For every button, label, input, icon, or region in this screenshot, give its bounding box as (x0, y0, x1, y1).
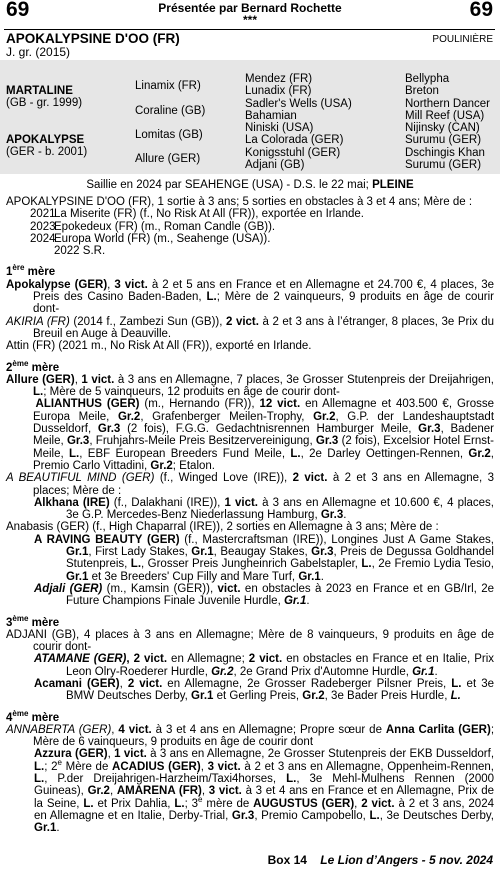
gen3-item: Adjani (GB) (245, 159, 305, 171)
produce-entry: Attin (FR) (2021 m., No Risk At All (FR)), exporté en Irlande. (6, 340, 312, 353)
gen2-dam-sire: Lomitas (GB) (135, 129, 203, 141)
produce-entry: Azzura (GER), 1 vict. à 3 ans en Allemagne, 2e Grosser Stutenpreis der EKB Dusseldorf, L.; 2e Mère de ACADIUS (GER), 3 vict. à 2 et 3 ans en Allemagne, Oppenheim-Rennen, L., P.der Dreijahrigen-Harzheim/Taxi4horses, L., 3e Mehl-Mulhens Rennen (2000 Guineas), Gr.2, AMARENA (FR), 3 vict. à 3 et 4 ans en France et en Allemagne, Prix de la Seine, L. et Prix Dahlia, L.; 3e mère de AUGUSTUS (GER), 2 vict. à 2 et 3 ans, 2024 en Allemagne et en Italie, Derby-Trial, Gr.3, Premio Campobello, L., 3e Deutsches Derby, Gr.1. (34, 748, 495, 835)
gen4-item: Nijinsky (CAN) (405, 122, 480, 134)
section-heading-2: 2ème mère (6, 358, 60, 374)
produce-entry: AKIRIA (FR) (2014 f., Zambezi Sun (GB)), 2 vict. à 2 et 3 ans à l’étranger, 8 places, 3e Prix du Breuil en Auge à Deauville. (6, 315, 495, 340)
gen4-item: Surumu (GER) (405, 134, 482, 146)
presenter-stars: *** (242, 13, 257, 27)
gen4-item: Breton (405, 85, 439, 97)
section-heading-4: 4ème mère (6, 708, 60, 724)
horse-info: J. gr. (2015) (6, 45, 71, 59)
produce-intro: APOKALYPSINE D'OO (FR), 1 sortie à 3 ans; 5 sorties en obstacles à 3 et 4 ans; Mère de : (6, 196, 473, 208)
pedigree-table (0, 60, 500, 174)
gen3-item: Konigsstuhl (GER) (245, 147, 341, 159)
gen2-dam-dam: Allure (GER) (135, 153, 201, 165)
saillie-status: PLEINE (372, 179, 414, 191)
produce-entry: ATAMANE (GER), 2 vict. en Allemagne; 2 vict. en obstacles en France et en Italie, Prix Leon Olry-Roederer Hurdle, Gr.2, 2e Grand Prix d'Automne Hurdle, Gr.1. (34, 653, 494, 678)
gen4-item: Dschingis Khan (405, 147, 485, 159)
lot-number-right: 69 (469, 0, 493, 21)
produce-entry: ALIANTHUS (GER) (m., Hernando (FR)), 12 vict. en Allemagne et 403.500 €, Grosse Europa Meile, Gr.2, Grafenberger Meilen-Trophy, Gr.2, G.P. der Landeshauptstadt Dusseldorf, Gr.3 (2 fois), F.G.G. Gedachtnisrennen Hamburger Meile, Gr.3, Badener Meile, Gr.3, Fruhjahrs-Meile Preis Besitzervereinigung, Gr.3 (2 fois), Excelsior Hotel Ernst-Meile, L., EBF European Breeders Fund Meile, L., 2e Darley Oettingen-Rennen, Gr.2, Premio Carlo Vittadini, Gr.2; Etalon. (33, 398, 495, 472)
saillie-text: Saillie en 2024 par SEAHENGE (USA) - D.S. le 22 mai; (86, 179, 373, 191)
produce-row: 2023Epokedeux (FR) (m., Roman Candle (GB)). (30, 220, 276, 233)
gen3-item: Bahamian (245, 110, 297, 122)
produce-entry: Acamani (GER), 2 vict. en Allemagne, 2e Grosser Radeberger Pilsner Preis, L. et 3e BMW Deutsches Derby, Gr.1 et Gerling Preis, Gr.2, 3e Bader Preis Hurdle, L. (34, 677, 494, 703)
gen4-item: Surumu (GER) (405, 159, 482, 171)
dam-entry: Allure (GER), 1 vict. à 3 ans en Allemagne, 7 places, 3e Grosser Stutenpreis der Dreijahrigen, L.; Mère de 5 vainqueurs, 12 produits en âge de courir dont- (6, 373, 494, 399)
dam-entry: ADJANI (GB), 4 places à 3 ans en Allemagne; Mère de 8 vainqueurs, 9 produits en âge de courir dont- (6, 628, 494, 654)
gen4-item: Mill Reef (USA) (405, 110, 485, 122)
gen3-item: Lunadix (FR) (245, 85, 312, 97)
produce-entry: A BEAUTIFUL MIND (GER) (f., Winged Love (IRE)), 2 vict. à 2 et 3 ans en Allemagne, 3 places; Mère de : (6, 472, 494, 497)
gen2-sire-dam: Coraline (GB) (135, 105, 206, 117)
dam-entry: Apokalypse (GER), 3 vict. à 2 et 5 ans en France et en Allemagne et 24.700 €, 4 places, 3e Preis des Casino Baden-Baden, L.; Mère de 2 vainqueurs, 9 produits en âge de courir dont- (6, 278, 495, 316)
status-label: POULINIÈRE (432, 34, 493, 45)
sire-info: (GB - gr. 1999) (6, 97, 83, 109)
title-rule (4, 29, 495, 30)
section-heading-3: 3ème mère (6, 613, 60, 629)
produce-entry: Anabasis (GER) (f., High Chaparral (IRE)), 2 sorties en Allemagne à 3 ans; Mère de : (6, 521, 439, 534)
gen2-sire-sire: Linamix (FR) (135, 80, 201, 92)
dam-entry: ANNABERTA (GER), 4 vict. à 3 et 4 ans en Allemagne; Propre sœur de Anna Carlita (GER); Mère de 6 vainqueurs, 9 produits en âge de courir dont (6, 723, 495, 749)
section-heading-1: 1ère mère (6, 263, 56, 279)
produce-row: 2024Europa World (FR) (m., Seahenge (USA)). (30, 232, 271, 245)
sire-name: MARTALINE (6, 85, 73, 97)
produce-row: 2021La Miserite (FR) (f., No Risk At All (FR)), exportée en Irlande. (30, 208, 364, 221)
grandproduce-entry: Adjali (GER) (m., Kamsin (GER)), vict. en obstacles à 2023 en France et en GB/Irl, 2e Future Champions Finale Juvenile Hurdle, Gr.1. (34, 582, 494, 608)
gen4-item: Bellypha (405, 73, 450, 85)
grandproduce-entry: Alkhana (IRE) (f., Dalakhani (IRE)), 1 vict. à 3 ans en Allemagne et 10.600 €, 4 places, 3e G.P. Mercedes-Benz Niederlassung Hamburg, Gr.3. (34, 496, 495, 522)
catalogue-body (6, 196, 494, 835)
lot-number-left: 69 (6, 0, 30, 21)
presenter-line (0, 2, 500, 26)
gen3-item: La Colorada (GER) (245, 134, 344, 146)
gen3-item: Niniski (USA) (245, 122, 314, 134)
gen3-item: Mendez (FR) (245, 73, 313, 85)
gen4-item: Northern Dancer (405, 98, 491, 110)
dam-info: (GER - b. 2001) (6, 146, 88, 158)
horse-name: APOKALYPSINE D'OO (FR) (6, 31, 180, 46)
produce-row: 2022 S.R. (54, 245, 106, 258)
saillie-line (0, 179, 500, 191)
gen3-item: Sadler's Wells (USA) (245, 98, 352, 110)
dam-name: APOKALYPSE (6, 134, 85, 146)
presenter: Présentée par Bernard Rochette (158, 1, 342, 15)
grandproduce-entry: A RAVING BEAUTY (GER) (f., Mastercraftsman (IRE)), Longines Just A Game Stakes, Gr.1, First Lady Stakes, Gr.1, Beaugay Stakes, Gr.3, Preis de Degussa Goldhandel Stutenpreis, L., Grosser Preis Jungheinrich Gabelstapler, L., 2e Fremio Lydia Tesio, Gr.1 et 3e Breeders' Cup Filly and Mare Turf, Gr.1. (34, 533, 494, 583)
event-name: Le Lion d’Angers - 5 nov. 2024 (320, 853, 493, 867)
box-number: Box 14 (267, 853, 307, 867)
footer (268, 853, 493, 867)
